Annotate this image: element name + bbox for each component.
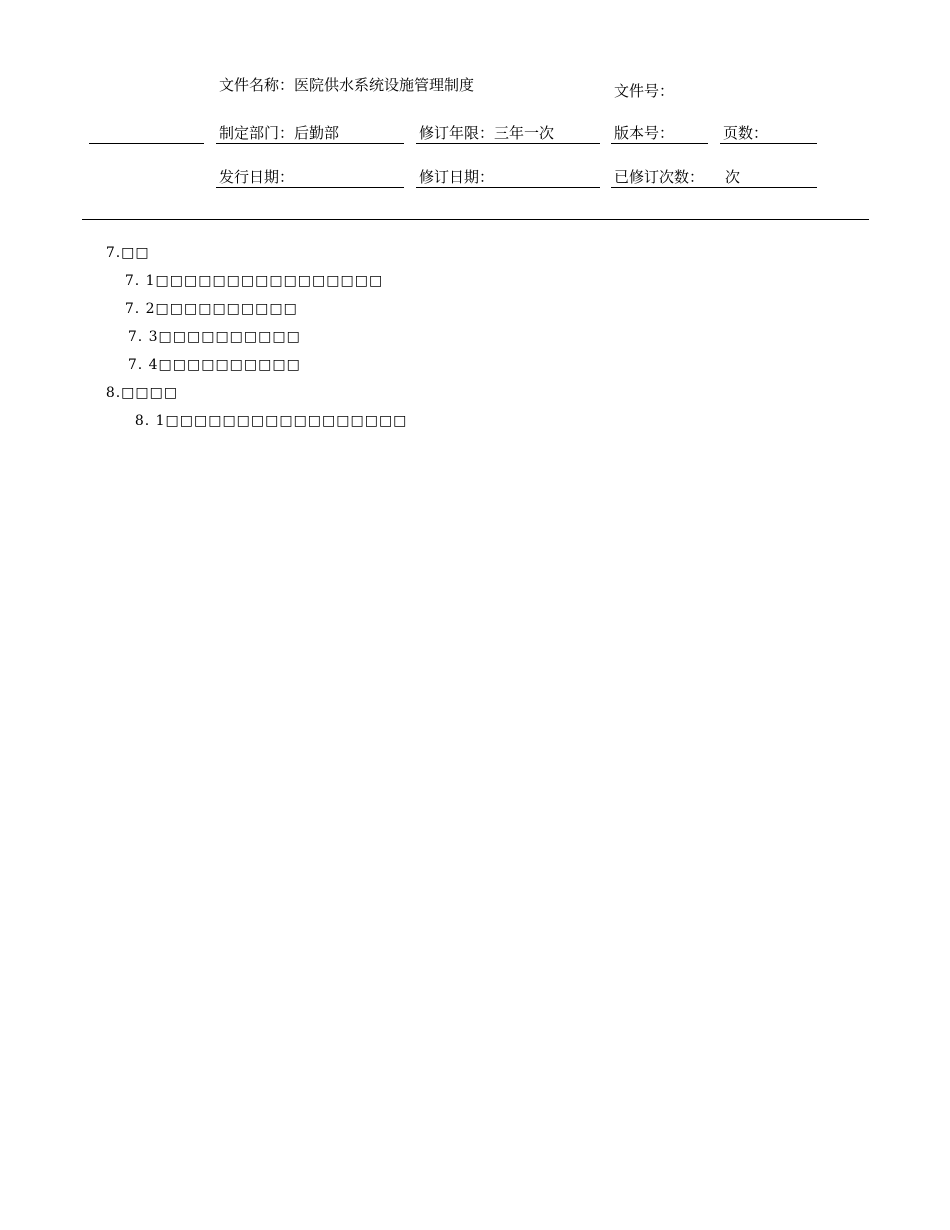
- section-number: 7. 3: [127, 329, 159, 345]
- pages-underline: [720, 143, 817, 144]
- revision-count-underline: [611, 187, 817, 188]
- dept-underline: [216, 143, 404, 144]
- section-text: □□□□: [121, 385, 179, 401]
- header-divider: [82, 219, 869, 220]
- dept-label: 制定部门：: [219, 124, 295, 142]
- revision-count-label: 已修订次数：: [614, 168, 705, 186]
- version-underline: [611, 143, 708, 144]
- issue-date-label: 发行日期：: [219, 168, 295, 186]
- dept-value: 后勤部: [294, 124, 340, 142]
- logo-underline: [89, 143, 204, 144]
- section-text: □□: [121, 245, 150, 261]
- revision-count-unit: 次: [725, 168, 741, 186]
- section-text: □□□□□□□□□□□□□□□□: [155, 273, 384, 289]
- revision-period-field: [419, 124, 554, 142]
- version-label: 版本号：: [614, 124, 675, 142]
- section-text: □□□□□□□□□□□□□□□□□: [165, 413, 408, 429]
- section-number: 7.: [105, 245, 122, 261]
- revision-date-underline: [416, 187, 600, 188]
- doc-name-value: 医院供水系统设施管理制度: [294, 76, 475, 94]
- revision-date-label: 修订日期：: [419, 168, 495, 186]
- revision-period-label: 修订年限：: [419, 124, 495, 142]
- section-8-1: [113, 394, 407, 448]
- issue-date-underline: [216, 187, 404, 188]
- section-number: 7. 4: [127, 357, 159, 373]
- section-text: □□□□□□□□□□: [155, 301, 298, 317]
- section-number: 7. 1: [124, 273, 156, 289]
- section-number: 7. 2: [124, 301, 156, 317]
- pages-label: 页数：: [723, 124, 769, 142]
- revision-period-underline: [416, 143, 600, 144]
- dept-field: [219, 124, 339, 142]
- section-text: □□□□□□□□□□: [158, 357, 301, 373]
- section-number: 8.: [105, 385, 122, 401]
- doc-name-field: [219, 76, 474, 94]
- doc-name-label: 文件名称：: [219, 76, 295, 94]
- doc-no-label: 文件号：: [614, 82, 675, 100]
- section-text: □□□□□□□□□□: [158, 329, 301, 345]
- revision-period-value: 三年一次: [494, 124, 555, 142]
- section-number: 8. 1: [134, 413, 166, 429]
